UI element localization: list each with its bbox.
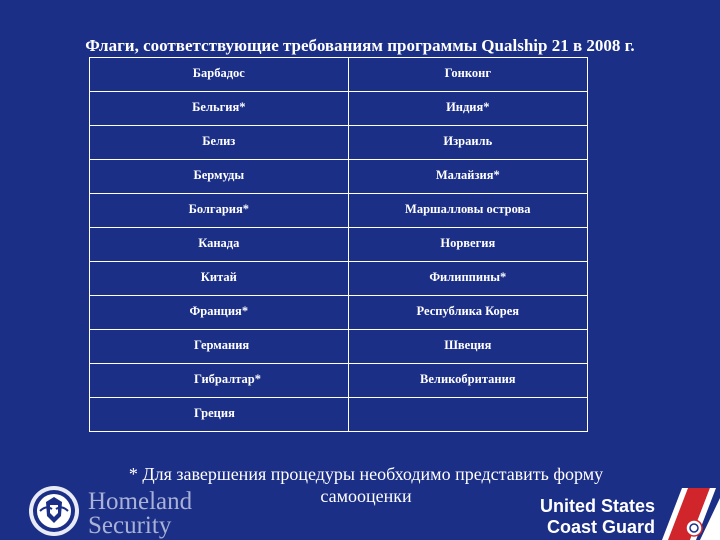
table-row	[90, 92, 588, 126]
dhs-wordmark-line: Security	[88, 512, 172, 539]
uscg-wordmark-line: United States	[539, 496, 655, 516]
table-cell	[348, 398, 587, 432]
table-cell: Швеция	[348, 330, 587, 364]
table-row	[90, 126, 588, 160]
table-cell: Канада	[90, 228, 349, 262]
table-cell: Франция*	[90, 296, 349, 330]
table-row	[90, 228, 588, 262]
table-row	[90, 160, 588, 194]
dhs-seal-icon	[28, 485, 80, 537]
table-cell: Болгария*	[90, 194, 349, 228]
uscg-wordmark-line: Coast Guard	[546, 517, 655, 537]
dhs-wordmark-line: Homeland	[88, 488, 193, 515]
table-row	[90, 58, 588, 92]
table-cell: Гонконг	[348, 58, 587, 92]
table-cell: Великобритания	[348, 364, 587, 398]
table-cell: Китай	[90, 262, 349, 296]
table-row	[90, 330, 588, 364]
footnote-line: самооценки	[320, 486, 412, 506]
table-cell: Белиз	[90, 126, 349, 160]
table-cell: Бельгия*	[90, 92, 349, 126]
flags-table	[89, 57, 588, 432]
table-cell: Индия*	[348, 92, 587, 126]
table-cell: Греция	[90, 398, 349, 432]
table-row	[90, 398, 588, 432]
dhs-logo	[28, 485, 228, 539]
table-row	[90, 262, 588, 296]
slide-title: Флаги, соответствующие требованиям программы Qualship 21 в 2008 г.	[85, 36, 635, 55]
table-cell: Барбадос	[90, 58, 349, 92]
table-row	[90, 364, 588, 398]
table-row	[90, 194, 588, 228]
table-cell: Норвегия	[348, 228, 587, 262]
table-cell: Малайзия*	[348, 160, 587, 194]
table-cell: Германия	[90, 330, 349, 364]
uscg-emblem-icon	[660, 488, 720, 540]
table-cell: Гибралтар*	[90, 364, 349, 398]
table-cell: Филиппины*	[348, 262, 587, 296]
footnote-line: * Для завершения процедуры необходимо представить форму	[128, 464, 604, 484]
table-row	[90, 296, 588, 330]
table-cell: Бермуды	[90, 160, 349, 194]
table-cell: Республика Корея	[348, 296, 587, 330]
table-cell: Маршалловы острова	[348, 194, 587, 228]
table-cell: Израиль	[348, 126, 587, 160]
